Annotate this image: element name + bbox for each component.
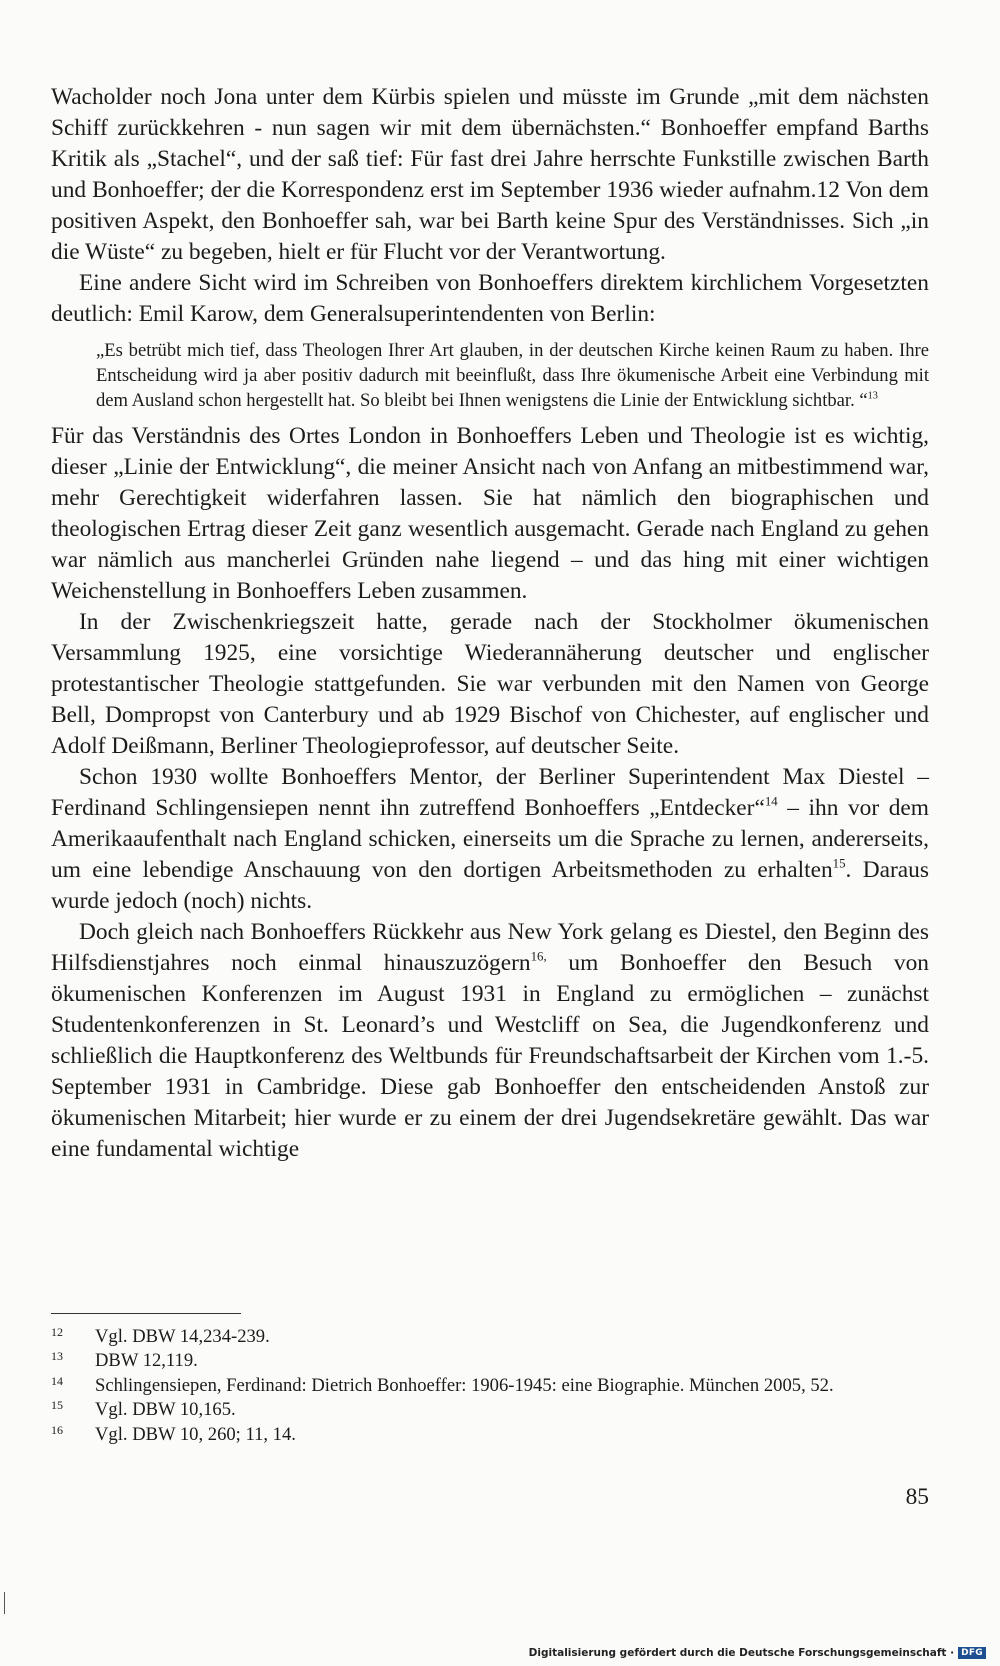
digitization-credit [529,1647,986,1659]
block-quote [96,338,929,413]
footnote [51,1374,931,1398]
footnote-number: 12 [51,1325,63,1339]
footnote-number: 15 [51,1398,63,1413]
paragraph-1930-part1: Schon 1930 wollte Bonhoeffers Mentor, der Berliner Superintendent Max Diestel – Ferdinand Schlingensiepen nennt ihn zutreffend Bonhoeffers „Entdecker“ [51,764,929,821]
footnote-number: 16 [51,1422,63,1437]
page-number: 85 [905,1484,929,1510]
footnote-text: DBW 12,119. [95,1350,198,1372]
footnote-divider [51,1313,241,1314]
paragraph-barth: Wacholder noch Jona unter dem Kürbis spielen und müsste im Grunde „mit dem nächsten Schiff zurückkehren - nun sagen wir mit dem übernächsten.“ Bonhoeffer empfand Barths Kritik als „Stachel“, und der saß tief: Für fast drei Jahre herrschte Funkstille zwischen Barth und Bonhoeffer; der die Korrespondenz erst im September 1936 wieder aufnahm.12 Von dem positiven Aspekt, den Bonhoeffer sah, war bei Barth keine Spur des Verständnisses. Sich „in die Wüste“ zu begeben, hielt er für Flucht vor der Verantwortung. [51,84,929,265]
footnote-ref-14: 14 [764,794,778,809]
credit-text: Digitalisierung gefördert durch die Deutsche Forschungsgemeinschaft · [528,1647,955,1659]
footnote-ref-13: 13 [867,390,878,402]
paragraph-diestel-part2: um Bonhoeffer den Besuch von ökumenischen Konferenzen im August 1931 in England zu ermöglichen – zunächst Studentenkonferenzen in St. Leonard’s und Westcliff on Sea, die Jugendkonferenz und schließlich die Hauptkonferenz des Weltbunds für Freundschaftsarbeit der Kirchen vom 1.-5. September 1931 in Cambridge. Diese gab Bonhoeffer den entscheidenden Anstoß zur ökumenischen Mitarbeit; hier wurde er zu einem der drei Jugendsekretäre gewählt. Das war eine fundamental wichtige [51,950,930,1162]
footnote-text: Vgl. DBW 14,234-239. [95,1326,270,1347]
footnote [51,1349,931,1373]
footnote-text: Schlingensiepen, Ferdinand: Dietrich Bonhoeffer: 1906-1945: eine Biographie. München 2005, 52. [95,1374,834,1396]
footnotes [51,1325,931,1447]
paragraph-1930-part2: – ihn vor dem Amerikaaufenthalt nach England schicken, einerseits um die Sprache zu lernen, andererseits, um eine lebendige Anschauung von den dortigen Arbeitsmethoden zu erhalten [51,795,929,883]
paragraph-london: Für das Verständnis des Ortes London in Bonhoeffers Leben und Theologie ist es wichtig, dieser „Linie der Entwicklung“, die meiner Ansicht nach von Anfang an mitbestimmend war, mehr Gerechtigkeit widerfahren lassen. Sie hat nämlich den biographischen und theologischen Ertrag dieser Zeit ganz wesentlich ausgemacht. Gerade nach England zu gehen war nämlich aus mancherlei Gründen nahe liegend – und das hing mit einer wichtigen Weichenstellung in Bonhoeffers Leben zusammen. [51,423,929,604]
footnote [51,1325,931,1349]
footnote [51,1398,931,1422]
dfg-logo-icon: DFG [958,1647,986,1659]
main-text [51,82,929,1165]
footnote-number: 14 [51,1373,63,1388]
footnote-text: Vgl. DBW 10,165. [95,1399,236,1421]
footnote-ref-16: 16, [530,949,547,964]
paragraph-diestel-part1: Doch gleich nach Bonhoeffers Rückkehr aus New York gelang es Diestel, den Beginn des Hilfsdienstjahres noch einmal hinauszuzögern [51,919,929,976]
paragraph-1930 [51,762,929,917]
paragraph-interwar: In der Zwischenkriegszeit hatte, gerade nach der Stockholmer ökumenischen Versammlung 1925, eine vorsichtige Wiederannäherung deutscher und englischer protestantischer Theologie stattgefunden. Sie war verbunden mit den Namen von George Bell, Dompropst von Canterbury und ab 1929 Bischof von Chichester, auf englischer und Adolf Deißmann, Berliner Theologieprofessor, auf deutscher Seite. [51,609,929,759]
paragraph-karow: Eine andere Sicht wird im Schreiben von Bonhoeffers direktem kirchlichem Vorgesetzten deutlich: Emil Karow, dem Generalsuperintendenten von Berlin: [51,270,929,327]
scan-margin-mark [4,1592,5,1614]
quote-text: „Es betrübt mich tief, dass Theologen Ihrer Art glauben, in der deutschen Kirche keinen Raum zu haben. Ihre Entscheidung wird ja aber positiv dadurch mit beeinflußt, dass Ihre ökumenische Arbeit eine Verbindung mit dem Ausland schon hergestellt hat. So bleibt bei Ihnen wenigstens die Linie der Entwicklung sichtbar. “ [96,340,929,411]
footnote-number: 13 [51,1349,63,1364]
footnote-ref-15: 15 [832,856,846,871]
paragraph-diestel [51,917,929,1165]
footnote [51,1423,931,1447]
footnote-text: Vgl. DBW 10, 260; 11, 14. [95,1423,296,1445]
paragraph-1930-part3: . Daraus wurde jedoch (noch) nichts. [51,857,929,914]
